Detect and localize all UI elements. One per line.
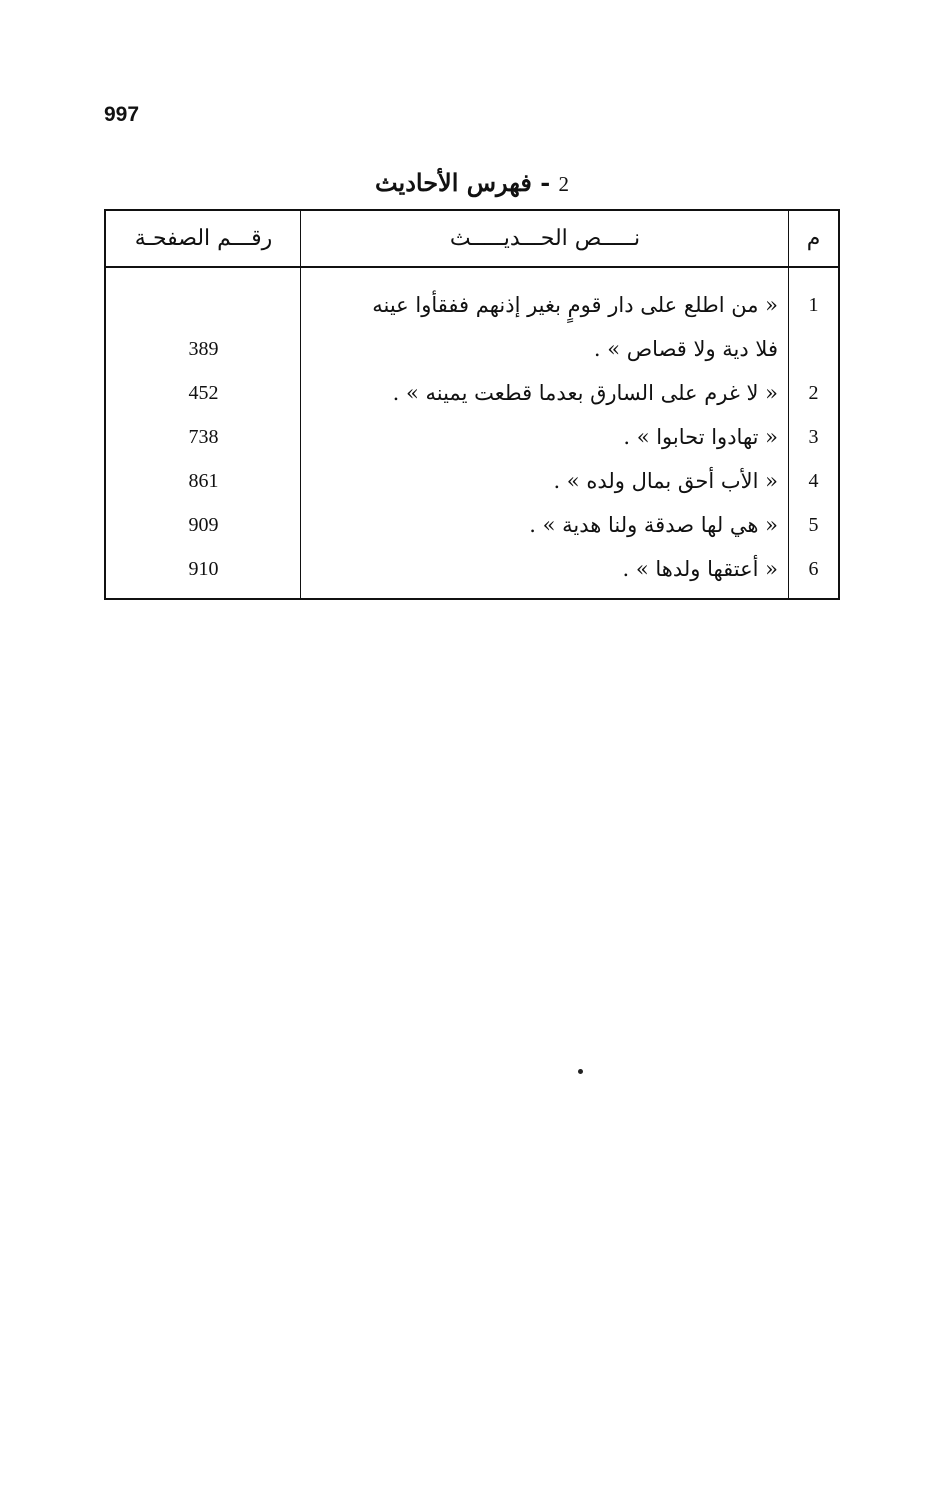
page-reference: 909	[188, 514, 219, 536]
header-index: م	[806, 226, 821, 251]
table-row	[106, 371, 838, 415]
header-hadith-text: نـــــص الحـــديـــــث	[449, 226, 641, 251]
row-number: 3	[808, 426, 819, 448]
page-reference: 910	[188, 558, 219, 580]
table-row-continuation	[106, 327, 838, 371]
row-number: 2	[808, 382, 819, 404]
page-reference: 389	[188, 338, 219, 360]
table-row	[106, 415, 838, 459]
header-page-number: رقـــم الصفحـة	[134, 226, 273, 251]
table-row	[106, 547, 838, 591]
hadith-text-line: « الأب أحق بمال ولده » .	[553, 469, 778, 493]
header-divider	[106, 266, 838, 268]
hadith-index-table	[104, 209, 840, 600]
hadith-text-line: « هي لها صدقة ولنا هدية » .	[529, 513, 778, 537]
page-reference: 738	[188, 426, 219, 448]
row-number: 5	[808, 514, 819, 536]
row-number: 6	[808, 558, 819, 580]
table-row	[106, 459, 838, 503]
row-number: 1	[808, 294, 819, 316]
table-row	[106, 283, 838, 327]
page-reference: 861	[188, 470, 219, 492]
hadith-text-line: « تهادوا تحابوا » .	[623, 425, 778, 449]
hadith-text-line: « من اطلع على دار قومٍ بغير إذنهم ففقأوا عينه	[372, 293, 778, 317]
page-title	[104, 168, 840, 197]
hadith-text-line: « أعتقها ولدها » .	[622, 557, 778, 581]
title-number: 2	[558, 172, 570, 196]
hadith-text-line: « لا غرم على السارق بعدما قطعت يمينه » .	[392, 381, 778, 405]
page-number: 997	[104, 103, 140, 126]
page-reference: 452	[188, 382, 219, 404]
title-separator: -	[540, 168, 551, 197]
row-number: 4	[808, 470, 819, 492]
table-row	[106, 503, 838, 547]
title-text: فهرس الأحاديث	[374, 168, 532, 197]
hadith-text-line: فلا دية ولا قصاص » .	[593, 337, 778, 361]
stray-dot	[578, 1069, 583, 1074]
